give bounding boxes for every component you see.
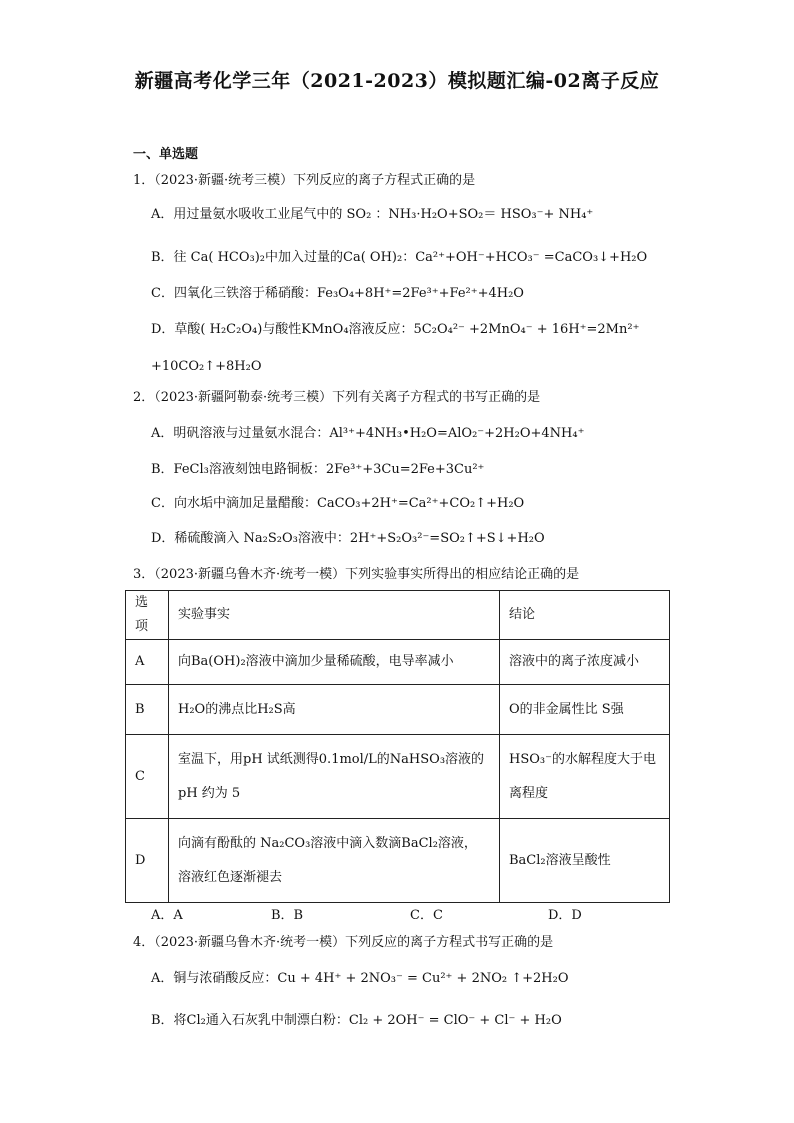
table-header: 结论	[500, 591, 670, 640]
question-4-option-a: A．铜与浓硝酸反应：Cu + 4H⁺ + 2NO₃⁻ = Cu²⁺ + 2NO₂ ↑+2H₂O	[151, 971, 569, 986]
table-cell: A	[126, 640, 169, 685]
table-cell-line: 离程度	[509, 785, 549, 801]
question-4-stem: 4．（2023·新疆乌鲁木齐·统考一模）下列反应的离子方程式书写正确的是	[133, 935, 554, 950]
question-1-option-b: B．往 Ca( HCO₃)₂中加入过量的Ca( OH)₂：Ca²⁺+OH⁻+HCO₃⁻ =CaCO₃↓+H₂O	[151, 250, 648, 265]
question-1-option-a: A．用过量氨水吸收工业尾气中的 SO₂ ：NH₃·H₂O+SO₂＝ HSO₃⁻+ NH₄⁺	[151, 207, 594, 222]
question-2-option-b: B．FeCl₃溶液刻蚀电路铜板：2Fe³⁺+3Cu=2Fe+3Cu²⁺	[151, 462, 485, 477]
section-heading: 一、单选题	[133, 147, 199, 162]
table-cell: B	[126, 685, 169, 735]
answer-choice-c: C．C	[410, 908, 443, 923]
table-row	[126, 685, 670, 735]
experiment-table	[125, 590, 670, 903]
table-cell-line: 溶液红色逐渐褪去	[178, 869, 283, 885]
table-row	[126, 819, 670, 903]
table-cell	[500, 735, 670, 819]
table-cell: O的非金属性比 S强	[500, 685, 670, 735]
question-2-option-a: A．明矾溶液与过量氨水混合：Al³⁺+4NH₃•H₂O=AlO₂⁻+2H₂O+4NH₄⁺	[151, 426, 585, 441]
table-row	[126, 640, 670, 685]
table-cell: C	[126, 735, 169, 819]
table-cell-line: HSO₃⁻的水解程度大于电	[509, 751, 656, 767]
question-2-option-c: C．向水垢中滴加足量醋酸：CaCO₃+2H⁺=Ca²⁺+CO₂↑+H₂O	[151, 496, 525, 511]
table-cell-line: 向滴有酚酞的 Na₂CO₃溶液中滴入数滴BaCl₂溶液，	[178, 835, 477, 851]
question-2-stem: 2．（2023·新疆阿勒泰·统考三模）下列有关离子方程式的书写正确的是	[133, 390, 541, 405]
table-row	[126, 735, 670, 819]
table-cell-line: pH 约为 5	[178, 785, 241, 801]
question-3-stem: 3．（2023·新疆乌鲁木齐·统考一模）下列实验事实所得出的相应结论正确的是	[133, 567, 580, 582]
table-cell: D	[126, 819, 169, 903]
table-cell: 向Ba(OH)₂溶液中滴加少量稀硫酸，电导率减小	[169, 640, 500, 685]
question-4-option-b: B．将Cl₂通入石灰乳中制漂白粉：Cl₂ + 2OH⁻ = ClO⁻ + Cl⁻ + H₂O	[151, 1013, 562, 1028]
table-cell	[169, 819, 500, 903]
question-1-option-c: C．四氧化三铁溶于稀硝酸：Fe₃O₄+8H⁺=2Fe³⁺+Fe²⁺+4H₂O	[151, 286, 524, 301]
page-title: 新疆高考化学三年（2021-2023）模拟题汇编-02离子反应	[134, 70, 660, 92]
table-cell: 溶液中的离子浓度减小	[500, 640, 670, 685]
question-1-stem: 1．（2023·新疆·统考三模）下列反应的离子方程式正确的是	[133, 173, 476, 188]
answer-choice-b: B．B	[271, 908, 304, 923]
question-1-option-d: D．草酸( H₂C₂O₄)与酸性KMnO₄溶液反应：5C₂O₄²⁻ +2MnO₄⁻ + 16H⁺=2Mn²⁺	[151, 322, 640, 337]
table-header-row	[126, 591, 670, 640]
question-1-option-d-continued: +10CO₂↑+8H₂O	[151, 359, 262, 374]
table-header: 选项	[126, 591, 169, 640]
table-cell	[169, 735, 500, 819]
answer-choice-d: D．D	[548, 908, 582, 923]
question-2-option-d: D．稀硫酸滴入 Na₂S₂O₃溶液中：2H⁺+S₂O₃²⁻=SO₂↑+S↓+H₂O	[151, 531, 545, 546]
answer-choice-a: A．A	[151, 908, 183, 923]
table-cell-line: 室温下，用pH 试纸测得0.1mol/L的NaHSO₃溶液的	[178, 751, 485, 767]
table-cell: BaCl₂溶液呈酸性	[500, 819, 670, 903]
table-cell: H₂O的沸点比H₂S高	[169, 685, 500, 735]
table-header: 实验事实	[169, 591, 500, 640]
